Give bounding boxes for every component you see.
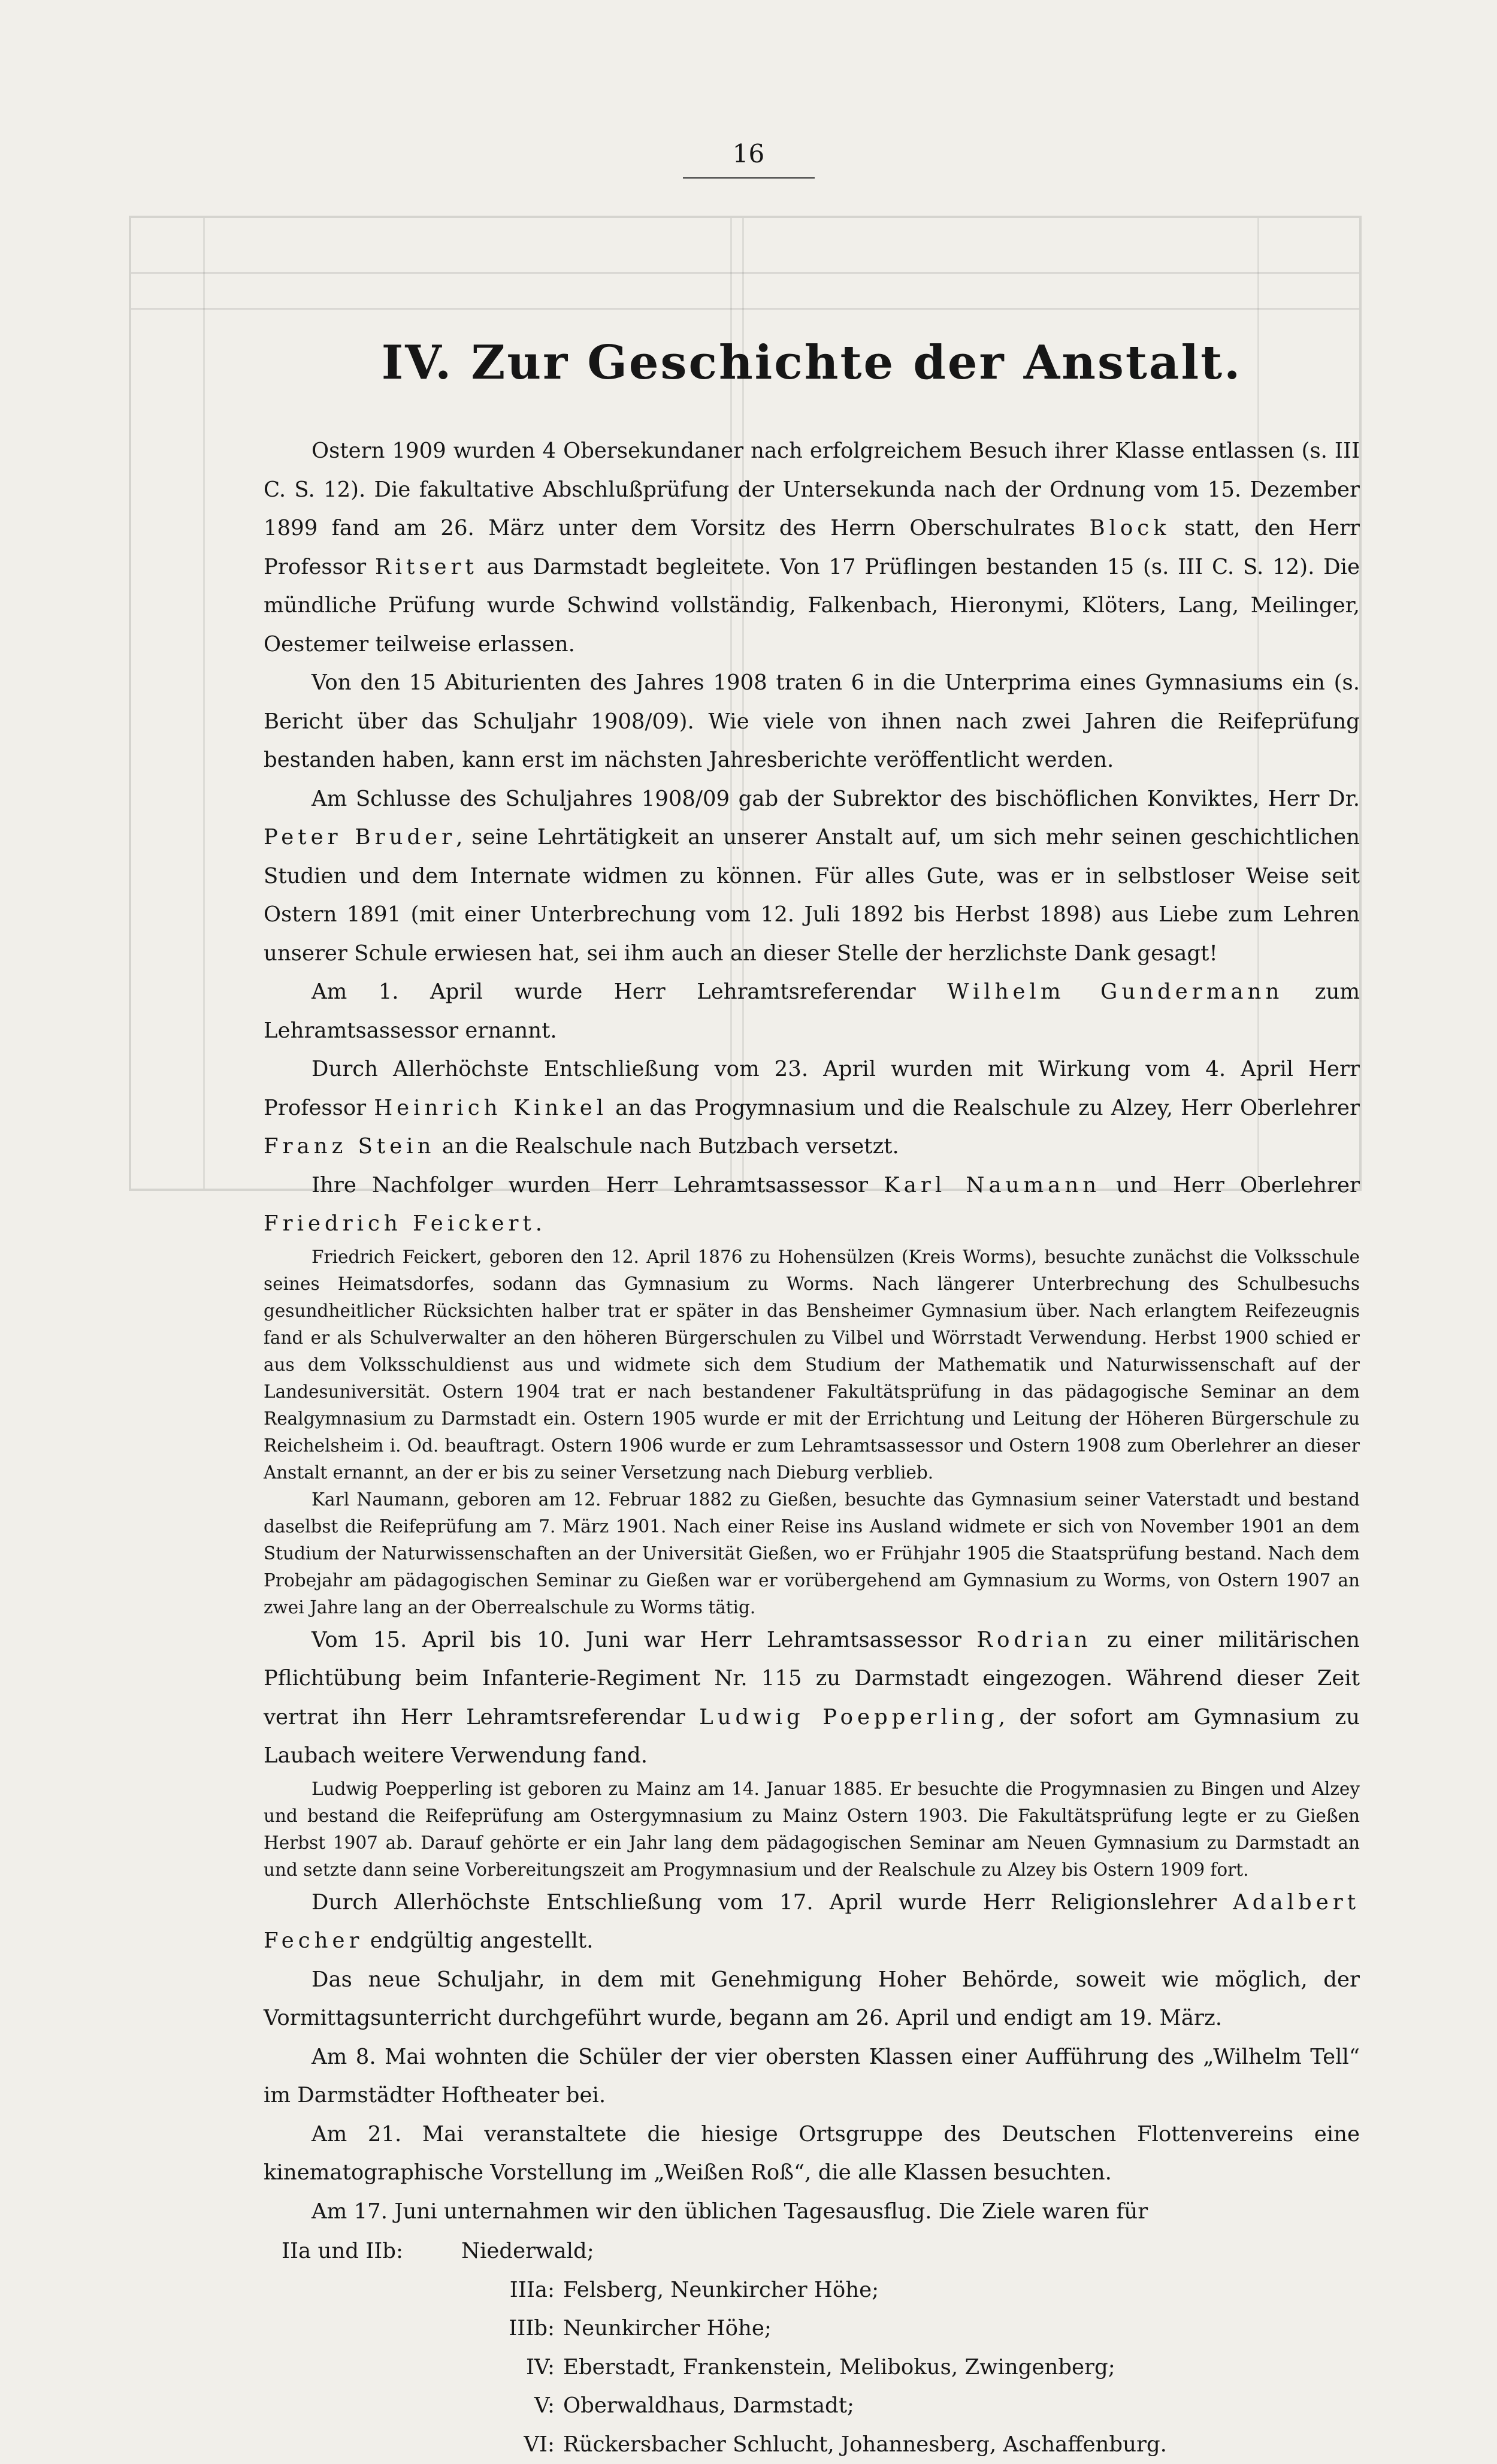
text: Am 1. April wurde Herr Lehramtsreferendar xyxy=(312,979,916,1004)
excursion-destinations: Niederwald; xyxy=(461,2232,1360,2271)
excursion-classes: IV: xyxy=(264,2348,563,2387)
page-number: 16 xyxy=(0,139,1497,168)
person-name: Franz Stein xyxy=(264,1134,435,1159)
paragraph-versetzung xyxy=(264,1050,1360,1166)
excursion-row xyxy=(264,2348,1360,2387)
person-name: Rodrian xyxy=(976,1628,1091,1652)
paragraph-wilhelm-tell: Am 8. Mai wohnten die Schüler der vier obersten Klassen einer Aufführung des „Wilhelm Tell“ im Darmstädter Hoftheater bei. xyxy=(264,2038,1360,2115)
paragraph-abiturienten: Von den 15 Abiturienten des Jahres 1908 traten 6 in die Unterprima eines Gymnasiums ein (s. Bericht über das Schuljahr 1908/09). Wie viele von ihnen nach zwei Jahren die Reifeprüfung bestanden haben, kann erst im nächsten Jahresberichte veröffentlicht werden. xyxy=(264,664,1360,780)
excursion-row xyxy=(264,2232,1360,2271)
biography-feickert: Friedrich Feickert, geboren den 12. April 1876 zu Hohensülzen (Kreis Worms), besuchte zunächst die Volksschule seines Heimatsdorfes, sodann das Gymnasium zu Worms. Nach längerer Unterbrechung des Schulbesuchs gesundheitlicher Rücksichten halber trat er später in das Bensheimer Gymnasium über. Nach erlangtem Reifezeugnis fand er als Schulverwalter an den höheren Bürgerschulen zu Vilbel und Wörrstadt Verwendung. Herbst 1900 schied er aus dem Volksschuldienst aus und widmete sich dem Studium der Mathematik und Naturwissenschaft auf der Landesuniversität. Ostern 1904 trat er nach bestandener Fakultätsprüfung in das pädagogische Seminar an dem Realgymnasium zu Darmstadt ein. Ostern 1905 wurde er mit der Errichtung und Leitung der Höheren Bürgerschule zu Reichelsheim i. Od. beauftragt. Ostern 1906 wurde er zum Lehramtsassessor und Ostern 1908 zum Oberlehrer an dieser Anstalt ernannt, an der er bis zu seiner Versetzung nach Dieburg verblieb. xyxy=(264,1244,1360,1486)
text: Ostern 1909 wurden 4 Obersekundaner nach erfolgreichem Besuch ihrer Klasse entlassen (s. III C. S. 12). Die fakultative Abschlußprüfung der Untersekunda nach der Ordnung vom 15. Dezember 1899 fand am 26. März unter dem Vorsitz des Herrn Oberschulrates xyxy=(264,439,1360,540)
excursion-list xyxy=(264,2232,1360,2464)
excursion-classes: IIa und IIb: xyxy=(264,2232,461,2271)
text: Ihre Nachfolger wurden Herr Lehramtsassessor xyxy=(312,1173,868,1198)
excursion-classes: IIIb: xyxy=(264,2309,563,2348)
text: statt, den Herr Professor xyxy=(264,516,1360,579)
paragraph-fecher xyxy=(264,1883,1360,1961)
excursion-classes: V: xyxy=(264,2387,563,2426)
excursion-classes: IIIa: xyxy=(264,2271,563,2310)
main-content xyxy=(264,335,1360,2464)
text: Durch Allerhöchste Entschließung vom 17. April wurde Herr Religionslehrer xyxy=(312,1890,1217,1915)
biography-naumann: Karl Naumann, geboren am 12. Februar 1882 zu Gießen, besuchte das Gymnasium seiner Vaterstadt und bestand daselbst die Reifeprüfung am 7. März 1901. Nach einer Reise ins Ausland widmete er sich von November 1901 an dem Studium der Naturwissenschaften an der Universität Gießen, wo er Frühjahr 1905 die Staatsprüfung bestand. Nach dem Probejahr am pädagogischen Seminar zu Gießen war er vorübergehend am Gymnasium zu Worms, von Ostern 1907 an zwei Jahre lang an der Oberrealschule zu Worms tätig. xyxy=(264,1486,1360,1621)
paragraph-tagesausflug: Am 17. Juni unternahmen wir den üblichen Tagesausflug. Die Ziele waren für xyxy=(264,2193,1360,2232)
excursion-destinations: Oberwaldhaus, Darmstadt; xyxy=(563,2387,1360,2426)
paragraph-nachfolger xyxy=(264,1166,1360,1244)
person-name: Ritsert xyxy=(375,555,478,579)
excursion-destinations: Felsberg, Neunkircher Höhe; xyxy=(563,2271,1360,2310)
paragraph-flottenverein: Am 21. Mai veranstaltete die hiesige Ortsgruppe des Deutschen Flottenvereins eine kinematographische Vorstellung im „Weißen Roß“, die alle Klassen besuchten. xyxy=(264,2115,1360,2193)
paragraph-gundermann xyxy=(264,973,1360,1050)
excursion-destinations: Eberstadt, Frankenstein, Melibokus, Zwingenberg; xyxy=(563,2348,1360,2387)
excursion-row xyxy=(264,2271,1360,2310)
text: . xyxy=(536,1211,542,1236)
text: an das Progymnasium und die Realschule zu Alzey, Herr Oberlehrer xyxy=(615,1096,1360,1120)
excursion-row xyxy=(264,2387,1360,2426)
excursion-row xyxy=(264,2309,1360,2348)
person-name: Wilhelm Gundermann xyxy=(947,979,1283,1004)
paragraph-bruder xyxy=(264,780,1360,973)
text: aus Darmstadt begleitete. Von 17 Prüflingen bestanden 15 (s. III C. S. 12). Die mündliche Prüfung wurde Schwind vollständig, Falkenbach, Hieronymi, Klöters, Lang, Meilinger, Oestemer teilweise erlassen. xyxy=(264,555,1360,657)
paragraph-rodrian xyxy=(264,1621,1360,1776)
excursion-classes: VI: xyxy=(264,2426,563,2464)
chapter-title: IV. Zur Geschichte der Anstalt. xyxy=(264,335,1360,390)
paragraph-abschlusspruefung xyxy=(264,432,1360,664)
biography-poepperling: Ludwig Poepperling ist geboren zu Mainz am 14. Januar 1885. Er besuchte die Progymnasien zu Bingen und Alzey und bestand die Reifeprüfung am Ostergymnasium zu Mainz Ostern 1903. Die Fakultätsprüfung legte er zu Gießen Herbst 1907 ab. Darauf gehörte er ein Jahr lang dem pädagogischen Seminar am Neuen Gymnasium zu Darmstadt an und setzte dann seine Vorbereitungszeit am Progymnasium und der Realschule zu Alzey bis Ostern 1909 fort. xyxy=(264,1776,1360,1883)
paragraph-schuljahr: Das neue Schuljahr, in dem mit Genehmigung Hoher Behörde, soweit wie möglich, der Vormittagsunterricht durchgeführt wurde, begann am 26. April und endigt am 19. März. xyxy=(264,1961,1360,2038)
text: , seine Lehrtätigkeit an unserer Anstalt auf, um sich mehr seinen geschichtlichen Studien und dem Internate widmen zu können. Für alles Gute, was er in selbstloser Weise seit Ostern 1891 (mit einer Unterbrechung vom 12. Juli 1892 bis Herbst 1898) aus Liebe zum Lehren unserer Schule erwiesen hat, sei ihm auch an dieser Stelle der herzlichste Dank gesagt! xyxy=(264,825,1360,966)
person-name: Heinrich Kinkel xyxy=(374,1096,607,1120)
text: und Herr Oberlehrer xyxy=(1116,1173,1360,1198)
excursion-destinations: Rückersbacher Schlucht, Johannesberg, Aschaffenburg. xyxy=(563,2426,1360,2464)
page-number-rule xyxy=(683,177,815,179)
person-name: Peter Bruder xyxy=(264,825,456,849)
person-name: Ludwig Poepperling xyxy=(699,1705,999,1730)
text: an die Realschule nach Butzbach versetzt. xyxy=(442,1134,899,1159)
person-name: Karl Naumann xyxy=(884,1173,1100,1198)
text: Vom 15. April bis 10. Juni war Herr Lehramtsassessor xyxy=(312,1628,961,1652)
text: zu einer militärischen Pflichtübung beim Infanterie-Regiment Nr. 115 zu Darmstadt eingezogen. Während dieser Zeit vertrat ihn Herr Lehramtsreferendar xyxy=(264,1628,1360,1730)
person-name: Adalbert Fecher xyxy=(264,1890,1360,1954)
text: Durch Allerhöchste Entschließung vom 23. April wurden mit Wirkung vom 4. April Herr Professor xyxy=(264,1057,1360,1120)
person-name: Block xyxy=(1089,516,1170,540)
text: Am Schlusse des Schuljahres 1908/09 gab der Subrektor des bischöflichen Konviktes, Herr Dr. xyxy=(312,787,1360,811)
person-name: Friedrich Feickert xyxy=(264,1211,536,1236)
text: , der sofort am Gymnasium zu Laubach weitere Verwendung fand. xyxy=(264,1705,1360,1768)
text: zum Lehramtsassessor ernannt. xyxy=(264,979,1360,1043)
excursion-row xyxy=(264,2426,1360,2464)
excursion-destinations: Neunkircher Höhe; xyxy=(563,2309,1360,2348)
text: endgültig angestellt. xyxy=(370,1928,594,1953)
